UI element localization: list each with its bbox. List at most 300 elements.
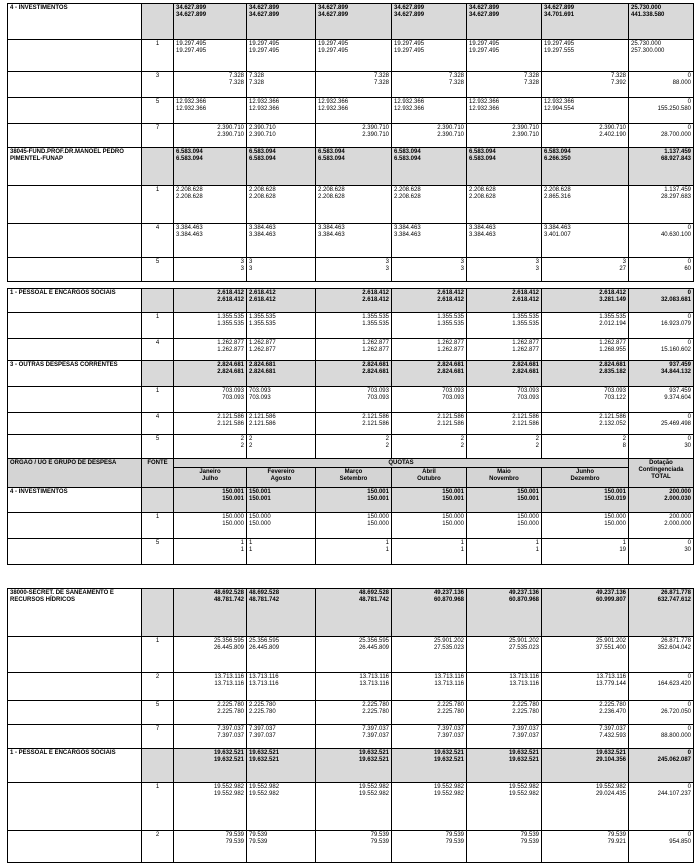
value: 150.000 (517, 521, 539, 527)
value-cell (629, 387, 694, 413)
value: 2.132.052 (599, 421, 626, 427)
value: 155.250.580 (657, 106, 691, 112)
value-cell (316, 339, 392, 361)
value: 6.583.094 (318, 156, 345, 162)
value-cell (247, 725, 316, 749)
value: 3.384.463 (394, 225, 421, 231)
value-cell (629, 40, 694, 72)
value-cell (629, 725, 694, 749)
table-block-1 (7, 3, 694, 282)
value-cell (174, 289, 247, 313)
value: 2.824.681 (217, 362, 244, 368)
value-cell (467, 539, 542, 565)
value: 49.237.136 (595, 590, 626, 596)
value: 150.000 (517, 514, 539, 520)
value: 13.713.116 (214, 674, 244, 680)
value-cell (316, 488, 392, 513)
value: 441.338.580 (631, 12, 665, 18)
value: 1.262.877 (437, 340, 464, 346)
value: 2.390.710 (249, 132, 276, 138)
header-month: Julho (202, 476, 218, 482)
row-label (8, 435, 142, 459)
value: 1.355.535 (362, 314, 389, 320)
value: 13.713.116 (509, 674, 539, 680)
fonte-cell: 1 (142, 783, 174, 831)
fonte-cell: 1 (142, 513, 174, 539)
value: 26.445.809 (249, 645, 280, 651)
table-row (8, 831, 694, 863)
value: 25.356.595 (358, 638, 389, 644)
value: 27.535.023 (508, 645, 539, 651)
value: 2.824.681 (362, 362, 389, 368)
value: 1.355.535 (249, 314, 276, 320)
value: 2.225.780 (217, 702, 244, 708)
value: 7.328 (448, 80, 464, 86)
value: 2.390.710 (362, 132, 389, 138)
value-cell (467, 637, 542, 673)
value-cell (316, 513, 392, 539)
value: 19.632.521 (249, 757, 280, 763)
fonte-cell: 5 (142, 701, 174, 725)
value: 7.397.037 (217, 733, 244, 739)
value: 6.583.094 (249, 149, 276, 155)
value: 25.356.595 (249, 638, 280, 644)
value: 32.083.681 (660, 297, 691, 303)
row-label (8, 224, 142, 258)
value: 0 (687, 99, 691, 105)
value-cell (542, 124, 629, 148)
value-cell (467, 513, 542, 539)
value: 6.583.094 (469, 156, 496, 162)
value: 7.328 (448, 73, 464, 79)
value: 79.539 (607, 832, 626, 838)
value-cell (174, 339, 247, 361)
value: 2.121.586 (362, 421, 389, 427)
row-label (8, 831, 142, 863)
value: 79.539 (445, 839, 464, 845)
header-month: Fevereiro (267, 469, 295, 475)
value: 1.262.877 (437, 347, 464, 353)
row-label (8, 539, 142, 565)
value: 2.121.586 (599, 414, 626, 420)
value-cell (247, 413, 316, 435)
value: 7.397.037 (249, 733, 276, 739)
value: 200.000 (669, 489, 691, 495)
value: 200.000 (669, 514, 691, 520)
value: 27.535.023 (433, 645, 464, 651)
value: 34.627.899 (469, 12, 500, 18)
value: 703.093 (222, 395, 244, 401)
value: 150.000 (442, 521, 464, 527)
value: 13.713.116 (434, 681, 464, 687)
value-cell (316, 72, 392, 98)
value-cell (467, 749, 542, 783)
value: 2.121.586 (512, 414, 539, 420)
value: 1.355.535 (437, 321, 464, 327)
value: 3.384.463 (544, 225, 571, 231)
value: 34.701.691 (544, 12, 575, 18)
value: 937.459 (669, 362, 691, 368)
table-row (8, 701, 694, 725)
value-cell (392, 313, 467, 339)
value: 19.297.495 (318, 48, 349, 54)
value-cell (316, 673, 392, 701)
fonte-cell (142, 488, 174, 513)
value-cell (629, 124, 694, 148)
value: 13.713.116 (596, 674, 626, 680)
value-cell (629, 148, 694, 186)
row-label (8, 413, 142, 435)
row-label: 1 - PESSOAL E ENCARGOS SOCIAIS (8, 749, 142, 783)
value-cell (542, 313, 629, 339)
value: 13.713.116 (434, 674, 464, 680)
value-cell (174, 673, 247, 701)
value: 19.552.982 (433, 791, 464, 797)
value: 2.208.628 (469, 187, 496, 193)
table-row (8, 224, 694, 258)
row-label: 1 - PESSOAL E ENCARGOS SOCIAIS (8, 289, 142, 313)
value: 19.632.521 (249, 750, 280, 756)
header-dotacao: Dotação Contingenciada TOTAL (629, 459, 694, 488)
value: 34.844.132 (660, 369, 691, 375)
value: 29.104.356 (595, 757, 626, 763)
value-cell (316, 40, 392, 72)
value: 12.932.366 (249, 106, 280, 112)
header-month: Novembro (489, 476, 519, 482)
value: 703.093 (222, 388, 244, 394)
value: 2.618.412 (217, 297, 244, 303)
value: 2.225.780 (437, 702, 464, 708)
value: 26.720.050 (660, 709, 691, 715)
value: 2 (460, 436, 464, 442)
value-cell (542, 488, 629, 513)
fonte-cell: 5 (142, 435, 174, 459)
header-fonte: FONTE (142, 459, 174, 488)
value-cell (467, 488, 542, 513)
value: 150.000 (249, 514, 271, 520)
value: 13.779.144 (595, 681, 626, 687)
value-cell (316, 387, 392, 413)
value: 34.627.899 (249, 12, 280, 18)
value-cell (467, 72, 542, 98)
value: 1.268.955 (599, 347, 626, 353)
header-month-pair (542, 468, 629, 488)
row-label (8, 513, 142, 539)
table-row (8, 725, 694, 749)
fonte-cell (142, 148, 174, 186)
value: 7.328 (373, 80, 389, 86)
value: 150.000 (604, 514, 626, 520)
value: 703.093 (249, 388, 271, 394)
value-cell (316, 589, 392, 637)
value: 27 (619, 266, 626, 272)
value: 7.328 (249, 73, 265, 79)
value: 19.297.555 (544, 48, 575, 54)
value-cell (467, 40, 542, 72)
value: 40.630.100 (660, 232, 691, 238)
value: 150.001 (367, 496, 389, 502)
value: 79.539 (520, 839, 539, 845)
value: 19.632.521 (213, 750, 244, 756)
value: 7.397.037 (362, 733, 389, 739)
value-cell (247, 258, 316, 282)
value-cell (467, 289, 542, 313)
value: 6.583.094 (394, 156, 421, 162)
value: 2.208.628 (176, 194, 203, 200)
value-cell (392, 361, 467, 387)
value-cell (316, 313, 392, 339)
value: 2.121.586 (512, 421, 539, 427)
value: 1 (249, 547, 253, 553)
value: 25.356.595 (213, 638, 244, 644)
value-cell (174, 4, 247, 40)
value: 3 (535, 266, 539, 272)
value: 1.262.877 (217, 340, 244, 346)
value: 3 (622, 259, 626, 265)
value: 30 (684, 547, 691, 553)
value-cell (392, 673, 467, 701)
value: 2 (460, 443, 464, 449)
value: 19.297.495 (176, 41, 207, 47)
value: 60.870.968 (433, 597, 464, 603)
value: 19.297.495 (469, 41, 500, 47)
value-cell (392, 40, 467, 72)
header-month: Abril (422, 469, 436, 475)
value-cell (542, 339, 629, 361)
value: 25.730.000 (631, 5, 662, 11)
value: 245.062.087 (657, 757, 691, 763)
value: 79.539 (225, 839, 244, 845)
value: 150.001 (517, 489, 539, 495)
value: 19.552.982 (213, 784, 244, 790)
value: 19.297.495 (176, 48, 207, 54)
value: 1.355.535 (249, 321, 276, 327)
value-cell (174, 98, 247, 124)
value: 7.432.593 (599, 733, 626, 739)
value: 0 (687, 702, 691, 708)
value-cell (542, 673, 629, 701)
value-cell (316, 361, 392, 387)
value-cell (247, 539, 316, 565)
row-label (8, 387, 142, 413)
value-cell (629, 224, 694, 258)
value: 3 (535, 259, 539, 265)
value: 1.355.535 (512, 314, 539, 320)
value-cell (629, 413, 694, 435)
table-row (8, 4, 694, 40)
value: 19.632.521 (508, 750, 539, 756)
value-cell (174, 637, 247, 673)
value-cell (542, 701, 629, 725)
row-label: 3 - OUTRAS DESPESAS CORRENTES (8, 361, 142, 387)
value: 26.871.778 (660, 590, 691, 596)
value: 3.384.463 (394, 232, 421, 238)
value: 2.824.681 (249, 369, 276, 375)
value-cell (392, 339, 467, 361)
value: 34.627.899 (318, 12, 349, 18)
value: 19.632.521 (358, 757, 389, 763)
value: 26.445.809 (213, 645, 244, 651)
value-cell (392, 186, 467, 224)
value-cell (174, 72, 247, 98)
value-cell (247, 701, 316, 725)
value-cell (467, 361, 542, 387)
value: 2.121.586 (437, 414, 464, 420)
value: 12.932.366 (394, 106, 425, 112)
value: 0 (687, 290, 691, 296)
value-cell (247, 488, 316, 513)
table-block-4 (7, 588, 694, 863)
value-cell (629, 589, 694, 637)
value-cell (392, 413, 467, 435)
value-cell (247, 72, 316, 98)
value: 48.692.528 (249, 590, 280, 596)
value: 79.539 (249, 839, 268, 845)
value: 3 (460, 266, 464, 272)
value: 150.001 (367, 489, 389, 495)
value: 2.208.628 (249, 187, 276, 193)
value: 150.001 (517, 496, 539, 502)
value-cell (629, 513, 694, 539)
value: 703.093 (367, 388, 389, 394)
header-month-pair (392, 468, 467, 488)
value-cell (467, 258, 542, 282)
table-row (8, 435, 694, 459)
value-cell (629, 783, 694, 831)
value-cell (467, 387, 542, 413)
value: 2.390.710 (362, 125, 389, 131)
value: 2.208.628 (469, 194, 496, 200)
row-label (8, 40, 142, 72)
fonte-cell: 4 (142, 339, 174, 361)
value: 1.262.877 (512, 347, 539, 353)
value: 0 (687, 340, 691, 346)
value-cell (316, 637, 392, 673)
value-cell (247, 224, 316, 258)
value-cell (316, 701, 392, 725)
value: 19.632.521 (213, 757, 244, 763)
value-cell (392, 513, 467, 539)
value: 19.552.982 (433, 784, 464, 790)
value: 1 (535, 547, 539, 553)
value: 25.901.202 (433, 638, 464, 644)
value: 2 (240, 436, 244, 442)
table-row (8, 387, 694, 413)
value: 2 (535, 443, 539, 449)
value-cell (247, 513, 316, 539)
value: 3.384.463 (469, 225, 496, 231)
value: 79.539 (225, 832, 244, 838)
value-cell (174, 749, 247, 783)
value: 703.093 (517, 388, 539, 394)
value: 19.552.982 (508, 791, 539, 797)
value: 7.328 (373, 73, 389, 79)
value: 2.208.628 (544, 187, 571, 193)
row-label (8, 725, 142, 749)
value-cell (629, 289, 694, 313)
value: 12.932.366 (176, 106, 207, 112)
value: 0 (687, 832, 691, 838)
value: 2.618.412 (217, 290, 244, 296)
value: 34.627.899 (318, 5, 349, 11)
fonte-cell (142, 4, 174, 40)
value-cell (467, 673, 542, 701)
value: 28.297.683 (660, 194, 691, 200)
value-cell (174, 725, 247, 749)
value: 703.093 (604, 388, 626, 394)
value-cell (542, 435, 629, 459)
value: 2.121.586 (362, 414, 389, 420)
value: 2 (622, 436, 626, 442)
value: 2.618.412 (249, 297, 276, 303)
value-cell (247, 148, 316, 186)
value: 7.397.037 (599, 726, 626, 732)
value-cell (392, 148, 467, 186)
value-cell (392, 258, 467, 282)
value: 12.932.366 (394, 99, 425, 105)
value: 3.384.463 (469, 232, 496, 238)
table-row (8, 539, 694, 565)
value: 19.297.495 (318, 41, 349, 47)
value-cell (629, 186, 694, 224)
value-cell (467, 224, 542, 258)
value: 2.824.681 (437, 362, 464, 368)
table-row (8, 148, 694, 186)
value: 13.713.116 (359, 681, 389, 687)
fonte-cell: 4 (142, 413, 174, 435)
value: 2 (249, 436, 253, 442)
value: 19.297.495 (544, 41, 575, 47)
value: 2.390.710 (437, 125, 464, 131)
value: 150.001 (442, 496, 464, 502)
value: 79.539 (445, 832, 464, 838)
value: 1.137.459 (664, 149, 691, 155)
value: 0 (687, 540, 691, 546)
value-cell (174, 488, 247, 513)
value: 150.001 (222, 496, 244, 502)
value: 2.824.681 (599, 362, 626, 368)
value: 6.583.094 (544, 149, 571, 155)
fonte-cell: 1 (142, 313, 174, 339)
table-row (8, 72, 694, 98)
value: 12.932.366 (318, 106, 349, 112)
fonte-cell: 4 (142, 224, 174, 258)
value: 2 (535, 436, 539, 442)
value: 1.262.877 (512, 340, 539, 346)
value: 1.355.535 (362, 321, 389, 327)
value: 48.692.528 (213, 590, 244, 596)
value: 0 (687, 674, 691, 680)
value: 25.901.202 (595, 638, 626, 644)
table-row (8, 749, 694, 783)
value-cell (629, 435, 694, 459)
value: 2.225.780 (249, 709, 276, 715)
table-row (8, 673, 694, 701)
value: 2.390.710 (217, 132, 244, 138)
value: 48.781.742 (358, 597, 389, 603)
value: 3 (240, 266, 244, 272)
fonte-cell: 2 (142, 673, 174, 701)
value-cell (174, 589, 247, 637)
header-month: Agosto (270, 476, 292, 482)
value: 7.397.037 (512, 733, 539, 739)
value: 9.374.604 (664, 395, 691, 401)
value: 2.824.681 (217, 369, 244, 375)
value-cell (392, 637, 467, 673)
value-cell (316, 258, 392, 282)
value: 19.297.495 (249, 48, 280, 54)
value: 2.225.780 (217, 709, 244, 715)
